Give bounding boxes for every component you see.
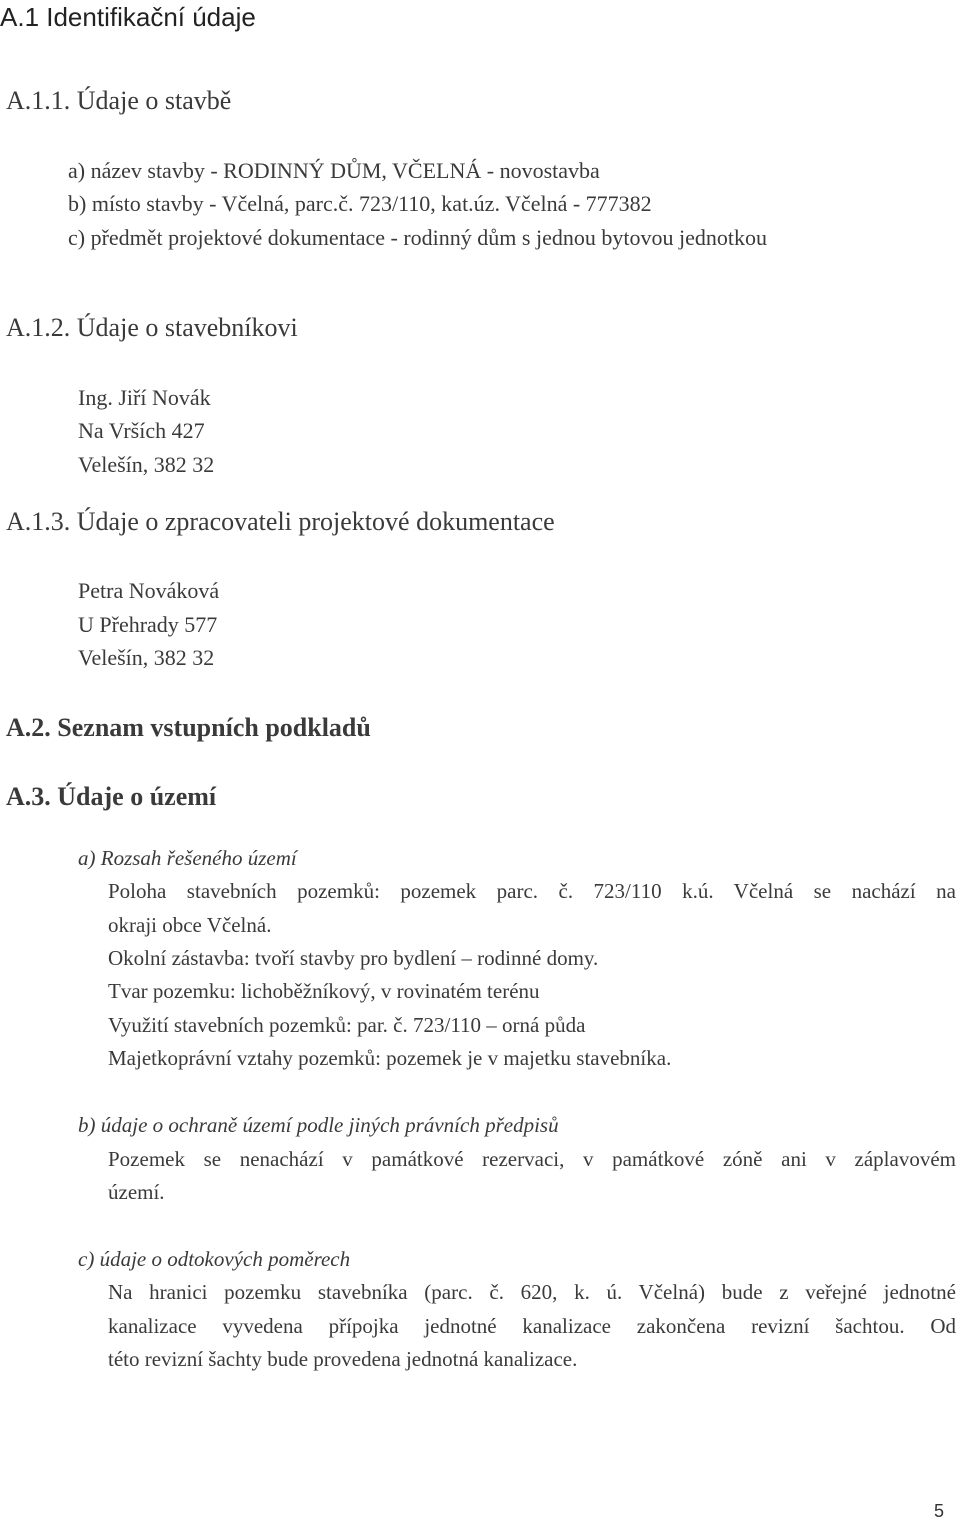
a13-line-2: U Přehrady 577 bbox=[78, 612, 218, 637]
a11-line-1: a) název stavby - RODINNÝ DŮM, VČELNÁ - novostavba bbox=[68, 158, 600, 183]
a3c-line-3: této revizní šachty bude provedena jednotná kanalizace. bbox=[108, 1347, 578, 1371]
a3a-line-1: Poloha stavebních pozemků: pozemek parc. č. 723/110 k.ú. Včelná se nachází na bbox=[108, 879, 956, 903]
a3b-line-2: území. bbox=[108, 1180, 165, 1204]
a3a-line-6: Majetkoprávní vztahy pozemků: pozemek je v majetku stavebníka. bbox=[108, 1046, 672, 1070]
section-title-a1: A.1 Identifikační údaje bbox=[0, 2, 256, 32]
a3a-line-3: Okolní zástavba: tvoří stavby pro bydlení – rodinné domy. bbox=[108, 946, 599, 970]
a13-line-1: Petra Nováková bbox=[78, 578, 220, 603]
heading-a12: A.1.2. Údaje o stavebníkovi bbox=[6, 313, 298, 342]
a3c-line-1: Na hranici pozemku stavebníka (parc. č. 620, k. ú. Včelná) bude z veřejné jednotné bbox=[108, 1280, 956, 1304]
page-number: 5 bbox=[934, 1501, 945, 1521]
a13-line-3: Velešín, 382 32 bbox=[78, 645, 215, 670]
a12-line-3: Velešín, 382 32 bbox=[78, 452, 215, 477]
a11-line-2: b) místo stavby - Včelná, parc.č. 723/110, kat.úz. Včelná - 777382 bbox=[68, 191, 652, 216]
heading-a2: A.2. Seznam vstupních podkladů bbox=[6, 713, 371, 742]
a3-subheading-c: c) údaje o odtokových poměrech bbox=[78, 1247, 351, 1271]
a3b-line-1: Pozemek se nenachází v památkové rezervaci, v památkové zóně ani v záplavovém bbox=[108, 1147, 956, 1171]
heading-a11: A.1.1. Údaje o stavbě bbox=[6, 86, 232, 115]
a3-subheading-b: b) údaje o ochraně území podle jiných právních předpisů bbox=[78, 1113, 559, 1137]
a11-line-3: c) předmět projektové dokumentace - rodinný dům s jednou bytovou jednotkou bbox=[68, 225, 767, 250]
a3-subheading-a: a) Rozsah řešeného území bbox=[78, 846, 297, 870]
a12-line-2: Na Vrších 427 bbox=[78, 418, 205, 443]
a12-line-1: Ing. Jiří Novák bbox=[78, 385, 211, 410]
a3c-line-2: kanalizace vyvedena přípojka jednotné kanalizace zakončena revizní šachtou. Od bbox=[108, 1314, 956, 1338]
heading-a3: A.3. Údaje o území bbox=[6, 782, 217, 811]
heading-a13: A.1.3. Údaje o zpracovateli projektové dokumentace bbox=[6, 507, 555, 536]
a3a-line-5: Využití stavebních pozemků: par. č. 723/110 – orná půda bbox=[108, 1013, 586, 1037]
a3a-line-4: Tvar pozemku: lichoběžníkový, v rovinatém terénu bbox=[108, 979, 540, 1003]
a3a-line-2: okraji obce Včelná. bbox=[108, 913, 272, 937]
